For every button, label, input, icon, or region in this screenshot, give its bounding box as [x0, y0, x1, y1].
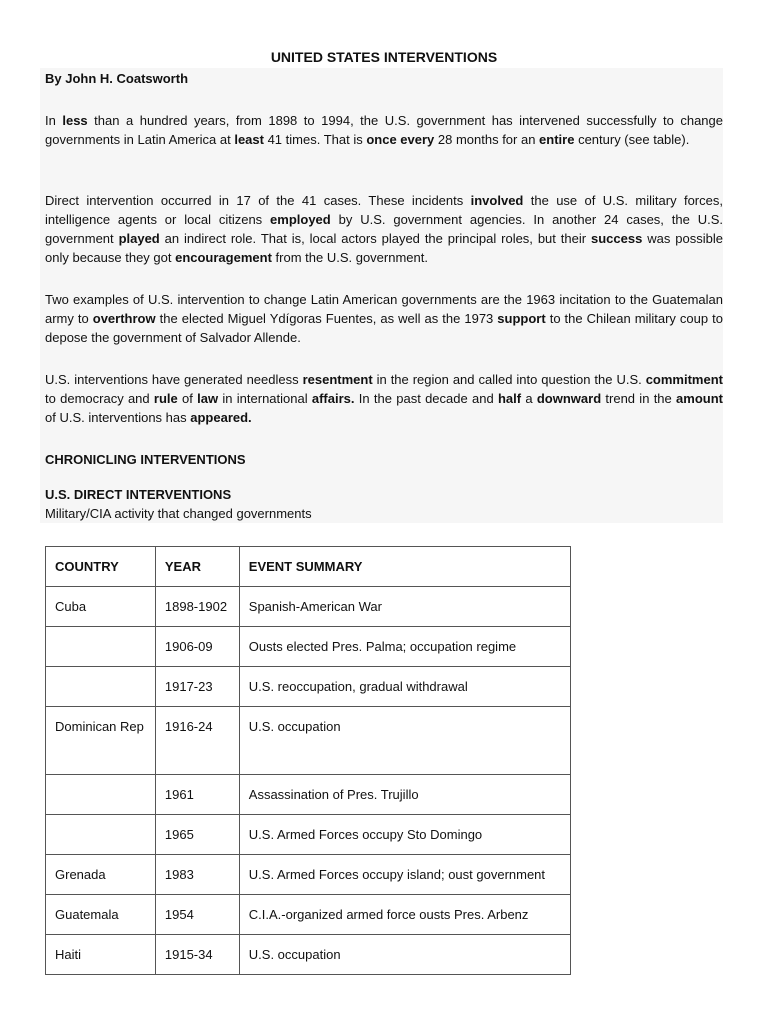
- table-row: [46, 587, 571, 627]
- table-row: [46, 775, 571, 815]
- text-run: Two examples of U.S. intervention to change Latin American governments are the 1963 incitation to the Guatemalan army to: [45, 292, 723, 326]
- event-summary-cell: U.S. reoccupation, gradual withdrawal: [239, 667, 570, 707]
- event-summary-cell: Spanish-American War: [239, 587, 570, 627]
- year-cell: 1965: [155, 815, 239, 855]
- text-run: a: [521, 391, 537, 406]
- byline: By John H. Coatsworth: [45, 71, 189, 86]
- table-row: [46, 855, 571, 895]
- emphasized-word: rule: [153, 391, 178, 406]
- year-cell: 1983: [155, 855, 239, 895]
- emphasized-word: entire: [539, 132, 575, 147]
- emphasized-word: employed: [270, 212, 331, 227]
- text-run: 41 times. That is: [263, 132, 367, 147]
- text-run: U.S. interventions have generated needless: [45, 372, 303, 387]
- year-cell: 1954: [155, 895, 239, 935]
- text-run: the elected Miguel Ydígoras Fuentes, as well as the 1973: [155, 311, 498, 326]
- interventions-table: [45, 546, 571, 975]
- table-row: [46, 707, 571, 775]
- emphasized-word: support: [497, 311, 546, 326]
- year-cell: 1898-1902: [155, 587, 239, 627]
- event-summary-cell: U.S. occupation: [239, 935, 570, 975]
- country-cell: Guatemala: [46, 895, 156, 935]
- emphasized-word: commitment: [645, 372, 723, 387]
- text-run: trend in the: [601, 391, 677, 406]
- year-cell: 1961: [155, 775, 239, 815]
- text-run: by U.S. government agencies. In another 24 cases, the U.S. government: [45, 212, 724, 246]
- event-summary-cell: Assassination of Pres. Trujillo: [239, 775, 570, 815]
- section-heading: CHRONICLING INTERVENTIONS: [45, 452, 246, 467]
- text-run: of U.S. interventions has: [45, 410, 191, 425]
- text-run: 28 months for an: [434, 132, 540, 147]
- table-row: [46, 935, 571, 975]
- text-run: from the U.S. government.: [271, 250, 428, 265]
- text-run: was possible only because they got: [45, 231, 723, 265]
- emphasized-word: affairs.: [311, 391, 355, 406]
- year-cell: 1917-23: [155, 667, 239, 707]
- table-row: [46, 815, 571, 855]
- emphasized-word: half: [497, 391, 522, 406]
- table-row: [46, 667, 571, 707]
- text-run: to the Chilean military coup to depose the government of Salvador Allende.: [45, 311, 723, 345]
- country-cell: [46, 775, 156, 815]
- country-cell: Grenada: [46, 855, 156, 895]
- table-body: [46, 587, 571, 975]
- emphasized-word: law: [197, 391, 219, 406]
- year-cell: 1915-34: [155, 935, 239, 975]
- text-run: Direct intervention occurred in 17 of the 41 cases. These incidents: [45, 193, 471, 208]
- header-year: YEAR: [155, 547, 239, 587]
- emphasized-word: less: [62, 113, 88, 128]
- emphasized-word: resentment: [302, 372, 373, 387]
- table-header-row: [46, 547, 571, 587]
- text-run: to democracy and: [45, 391, 154, 406]
- subsection-heading: U.S. DIRECT INTERVENTIONS: [45, 487, 232, 502]
- year-cell: 1916-24: [155, 707, 239, 775]
- emphasized-word: downward: [536, 391, 602, 406]
- emphasized-word: success: [591, 231, 643, 246]
- country-cell: Dominican Rep: [46, 707, 156, 775]
- header-country: COUNTRY: [46, 547, 156, 587]
- text-run: the use of U.S. military forces, intelligence agents or local citizens: [45, 193, 723, 227]
- paragraph-1: [45, 111, 723, 149]
- paragraph-3: [45, 290, 723, 347]
- country-cell: [46, 627, 156, 667]
- table-row: [46, 627, 571, 667]
- emphasized-word: amount: [676, 391, 723, 406]
- event-summary-cell: C.I.A.-organized armed force ousts Pres. Arbenz: [239, 895, 570, 935]
- paragraph-2: [45, 191, 723, 267]
- text-run: of: [177, 391, 198, 406]
- country-cell: Haiti: [46, 935, 156, 975]
- text-run: century (see table).: [574, 132, 690, 147]
- emphasized-word: least: [234, 132, 264, 147]
- country-cell: [46, 667, 156, 707]
- subsection-caption: Military/CIA activity that changed governments: [45, 506, 312, 521]
- country-cell: [46, 815, 156, 855]
- emphasized-word: encouragement: [175, 250, 272, 265]
- country-cell: Cuba: [46, 587, 156, 627]
- emphasized-word: played: [118, 231, 160, 246]
- emphasized-word: involved: [470, 193, 524, 208]
- event-summary-cell: Ousts elected Pres. Palma; occupation regime: [239, 627, 570, 667]
- text-run: in international: [218, 391, 312, 406]
- emphasized-word: overthrow: [92, 311, 156, 326]
- emphasized-word: once every: [366, 132, 435, 147]
- event-summary-cell: U.S. occupation: [239, 707, 570, 775]
- paragraph-4: [45, 370, 723, 427]
- header-event-summary: EVENT SUMMARY: [239, 547, 570, 587]
- text-run: In the past decade and: [354, 391, 498, 406]
- text-run: an indirect role. That is, local actors played the principal roles, but their: [159, 231, 592, 246]
- text-run: than a hundred years, from 1898 to 1994, the U.S. government has intervened successfully to change governments in Latin America at: [45, 113, 723, 147]
- table-row: [46, 895, 571, 935]
- event-summary-cell: U.S. Armed Forces occupy island; oust government: [239, 855, 570, 895]
- document-title: UNITED STATES INTERVENTIONS: [270, 49, 498, 65]
- text-run: in the region and called into question the U.S.: [372, 372, 646, 387]
- text-run: In: [45, 113, 63, 128]
- year-cell: 1906-09: [155, 627, 239, 667]
- emphasized-word: appeared.: [190, 410, 252, 425]
- event-summary-cell: U.S. Armed Forces occupy Sto Domingo: [239, 815, 570, 855]
